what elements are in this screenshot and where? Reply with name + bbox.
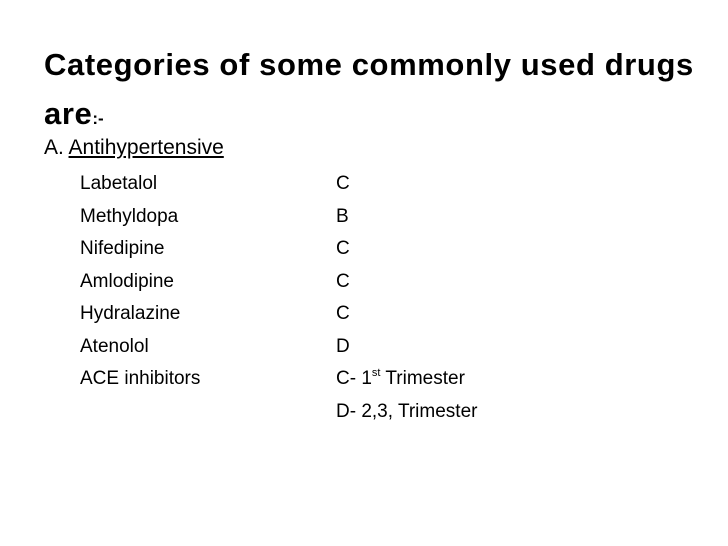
drug-name: Hydralazine: [80, 303, 181, 324]
category-superscript: st: [371, 367, 381, 379]
table-row: [80, 363, 580, 396]
slide-title-text: Categories of some commonly used drugs are: [44, 47, 694, 131]
slide-title-suffix: :-: [92, 109, 104, 128]
table-row: [80, 396, 580, 429]
table-row: [80, 298, 580, 331]
drug-name: Nifedipine: [80, 238, 165, 259]
drug-category: D: [336, 335, 350, 357]
drug-category-table: [80, 168, 580, 428]
drug-name: Labetalol: [80, 173, 158, 194]
drug-name: Methyldopa: [80, 205, 179, 227]
drug-category: C: [336, 238, 350, 259]
drug-category: [336, 363, 465, 396]
drug-category: C: [336, 173, 350, 194]
section-heading: [44, 135, 224, 161]
table-row: [80, 233, 580, 266]
drug-category: B: [336, 205, 349, 227]
section-name: Antihypertensive: [68, 136, 224, 159]
category-prefix: C- 1: [336, 368, 372, 389]
drug-category: C: [336, 270, 350, 292]
table-row: [80, 331, 580, 364]
drug-category: C: [336, 303, 350, 324]
drug-category: D- 2,3, Trimester: [336, 400, 478, 422]
drug-name: Atenolol: [80, 335, 149, 357]
drug-name: ACE inhibitors: [80, 368, 201, 389]
category-suffix: Trimester: [380, 368, 465, 389]
table-row: [80, 266, 580, 299]
table-row: [80, 168, 580, 201]
table-row: [80, 201, 580, 234]
section-prefix: A.: [44, 136, 64, 159]
drug-name: Amlodipine: [80, 270, 174, 292]
slide-title: [44, 40, 714, 143]
